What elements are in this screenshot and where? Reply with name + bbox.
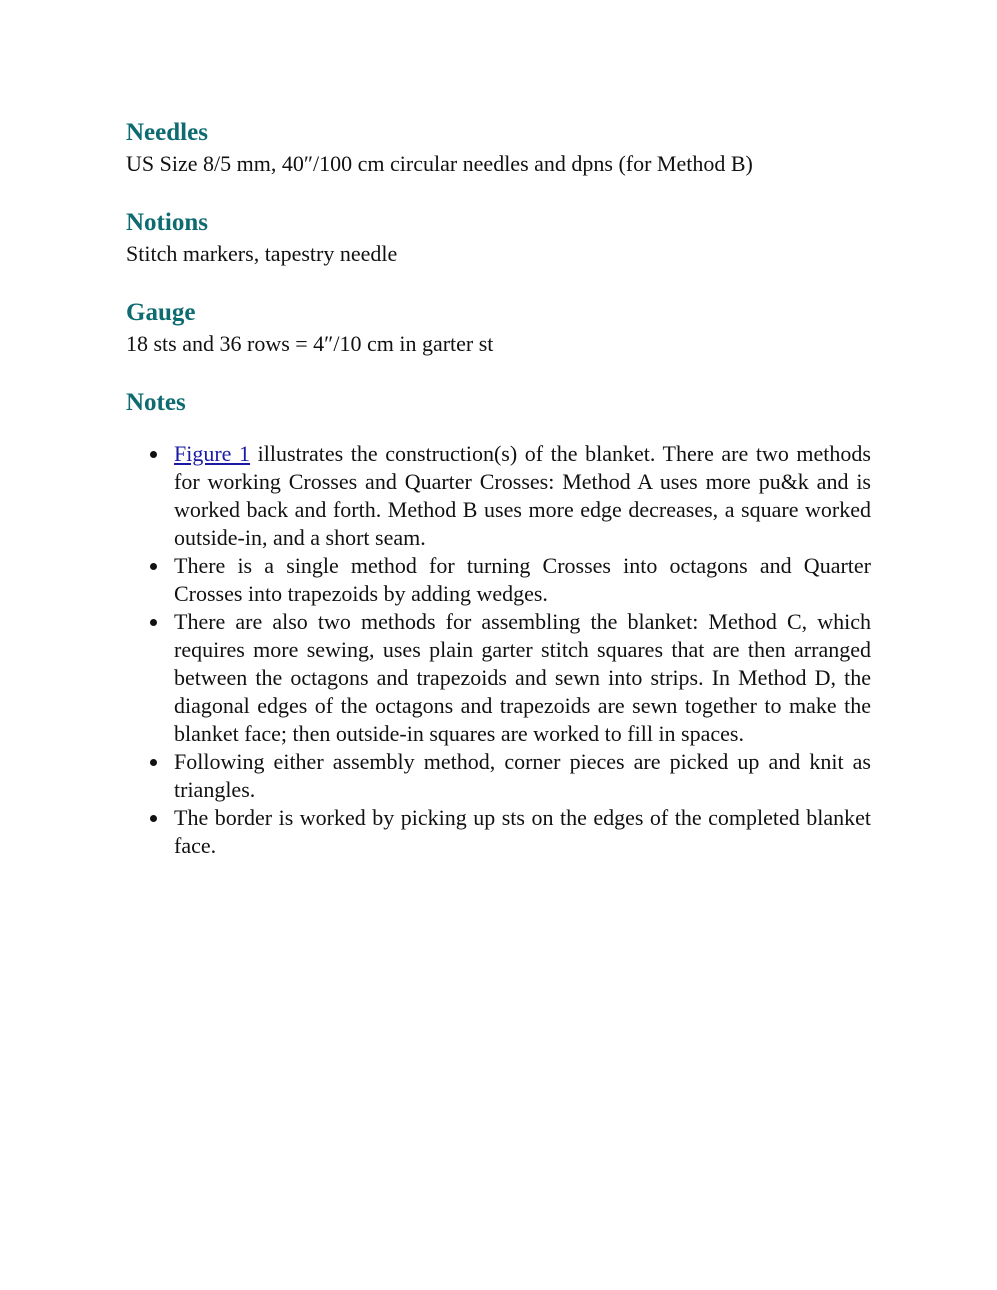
list-item bbox=[174, 552, 871, 608]
note-text: There are also two methods for assembling the blanket: Method C, which requires more sewing, uses plain garter stitch squares that are then arranged between the octagons and trapezoids and sewn into strips. In Method D, the diagonal edges of the octagons and trapezoids are sewn together to make the blanket face; then outside-in squares are worked to fill in spaces. bbox=[174, 609, 871, 746]
bullet-icon bbox=[150, 451, 157, 458]
bullet-icon bbox=[150, 563, 157, 570]
bullet-icon bbox=[150, 815, 157, 822]
gauge-section bbox=[126, 296, 871, 358]
list-item bbox=[174, 804, 871, 860]
bullet-icon bbox=[150, 619, 157, 626]
document-page bbox=[126, 116, 871, 860]
notions-text: Stitch markers, tapestry needle bbox=[126, 241, 398, 266]
notes-heading: Notes bbox=[126, 389, 186, 416]
note-text: illustrates the construction(s) of the blanket. There are two methods for working Crosses and Quarter Crosses: Method A uses more pu&k and is worked back and forth. Method B uses more edge decreases, a square worked outside-in, and a short seam. bbox=[174, 441, 871, 550]
list-item bbox=[174, 608, 871, 748]
needles-heading: Needles bbox=[126, 119, 208, 146]
notes-section bbox=[126, 386, 871, 860]
needles-section bbox=[126, 116, 871, 178]
notions-section bbox=[126, 206, 871, 268]
list-item bbox=[174, 440, 871, 552]
gauge-text: 18 sts and 36 rows = 4″/10 cm in garter st bbox=[126, 331, 494, 356]
figure-1-link[interactable]: Figure 1 bbox=[174, 441, 251, 466]
list-item bbox=[174, 748, 871, 804]
note-text: The border is worked by picking up sts on the edges of the completed blanket face. bbox=[174, 805, 871, 858]
notions-heading: Notions bbox=[126, 209, 208, 236]
note-text: Following either assembly method, corner pieces are picked up and knit as triangles. bbox=[174, 749, 871, 802]
gauge-heading: Gauge bbox=[126, 299, 196, 326]
bullet-icon bbox=[150, 759, 157, 766]
note-text: There is a single method for turning Crosses into octagons and Quarter Crosses into trapezoids by adding wedges. bbox=[174, 553, 871, 606]
needles-text: US Size 8/5 mm, 40″/100 cm circular needles and dpns (for Method B) bbox=[126, 151, 753, 176]
notes-list bbox=[126, 440, 871, 860]
